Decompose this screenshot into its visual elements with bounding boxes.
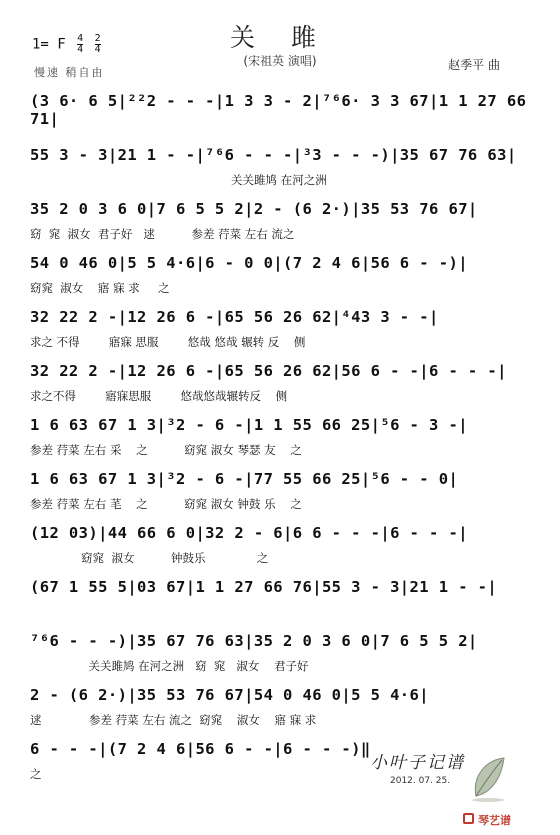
leaf-icon [468, 754, 508, 804]
notation-line: 55 3 - 3|21 1 - -|⁷⁶6 - - -|³3 - - -)|35 67 76 63| [30, 146, 517, 164]
notation-line: 1 6 63 67 1 3|³2 - 6 -|77 55 66 25|⁵6 - - 0| [30, 470, 459, 488]
notation-line: 6 - - -|(7 2 4 6|56 6 - -|6 - - -)‖ [30, 740, 371, 758]
notation-line: (67 1 55 5|03 67|1 1 27 66 76|55 3 - 3|21 1 - -| [30, 578, 498, 596]
lyric-line: 求之不得 寤寐思服 悠哉悠哉辗转反 侧 [30, 389, 288, 403]
time-sig-2-num: 2 [94, 33, 101, 44]
composer: 赵季平 曲 [448, 58, 500, 72]
transcriber-signature: 小叶子记谱 [370, 753, 465, 773]
notation-line: ⁷⁶6 - - -)|35 67 76 63|35 2 0 3 6 0|7 6 5 5 2| [30, 632, 478, 650]
key-signature [32, 34, 101, 55]
lyric-line: 逑 参差 荇菜 左右 流之 窈窕 淑女 寤 寐 求 [30, 713, 317, 727]
time-signature-1 [77, 34, 83, 55]
notation-line: 32 22 2 -|12 26 6 -|65 56 26 62|⁴43 3 - -| [30, 308, 439, 326]
time-sig-1-num: 4 [77, 33, 84, 44]
brand-name: 琴艺谱 [478, 814, 511, 827]
notation-line: 32 22 2 -|12 26 6 -|65 56 26 62|56 6 - -|6 - - -| [30, 362, 507, 380]
lyric-line: 关关雎鸠 在河之洲 [30, 173, 327, 187]
notation-line: (3 6· 6 5|²²2 - - -|1 3 3 - 2|⁷⁶6· 3 3 67|1 1 27 66 71| [30, 92, 527, 128]
lyric-line: 窈窕 淑女 寤 寐 求 之 [30, 281, 170, 295]
time-sig-2-den: 4 [94, 44, 101, 55]
notation-line: (12 03)|44 66 6 0|32 2 - 6|6 6 - - -|6 - - -| [30, 524, 468, 542]
key-label: 1= F [32, 36, 66, 53]
transcription-date: 2012. 07. 25. [390, 776, 451, 786]
time-sig-1-den: 4 [77, 44, 84, 55]
lyric-line: 求之 不得 寤寐 思服 悠哉 悠哉 辗转 反 侧 [30, 335, 306, 349]
time-signature-2 [95, 34, 101, 55]
notation-line: 2 - (6 2·)|35 53 76 67|54 0 46 0|5 5 4·6| [30, 686, 430, 704]
notation-line: 35 2 0 3 6 0|7 6 5 5 2|2 - (6 2·)|35 53 76 67| [30, 200, 478, 218]
performer-subtitle: (宋祖英 演唱) [243, 54, 317, 68]
lyric-line: 之 [30, 767, 42, 781]
notation-line: 54 0 46 0|5 5 4·6|6 - 0 0|(7 2 4 6|56 6 - -)| [30, 254, 468, 272]
tempo-marking: 慢速 稍自由 [34, 66, 105, 79]
lyric-line: 参差 荇菜 左右 采 之 窈窕 淑女 琴瑟 友 之 [30, 443, 302, 457]
lyric-line: 窈窕 淑女 钟鼓乐 之 [30, 551, 269, 565]
notation-line: 1 6 63 67 1 3|³2 - 6 -|1 1 55 66 25|⁵6 - 3 -| [30, 416, 468, 434]
lyric-line: 窈 窕 淑女 君子好 逑 参差 荇菜 左右 流之 [30, 227, 295, 241]
lyric-line: 关关雎鸠 在河之洲 窈 窕 淑女 君子好 [30, 659, 309, 673]
lyric-line: 参差 荇菜 左右 芼 之 窈窕 淑女 钟鼓 乐 之 [30, 497, 302, 511]
song-title: 关 雎 [230, 23, 330, 52]
brand-logo-icon [463, 813, 474, 824]
